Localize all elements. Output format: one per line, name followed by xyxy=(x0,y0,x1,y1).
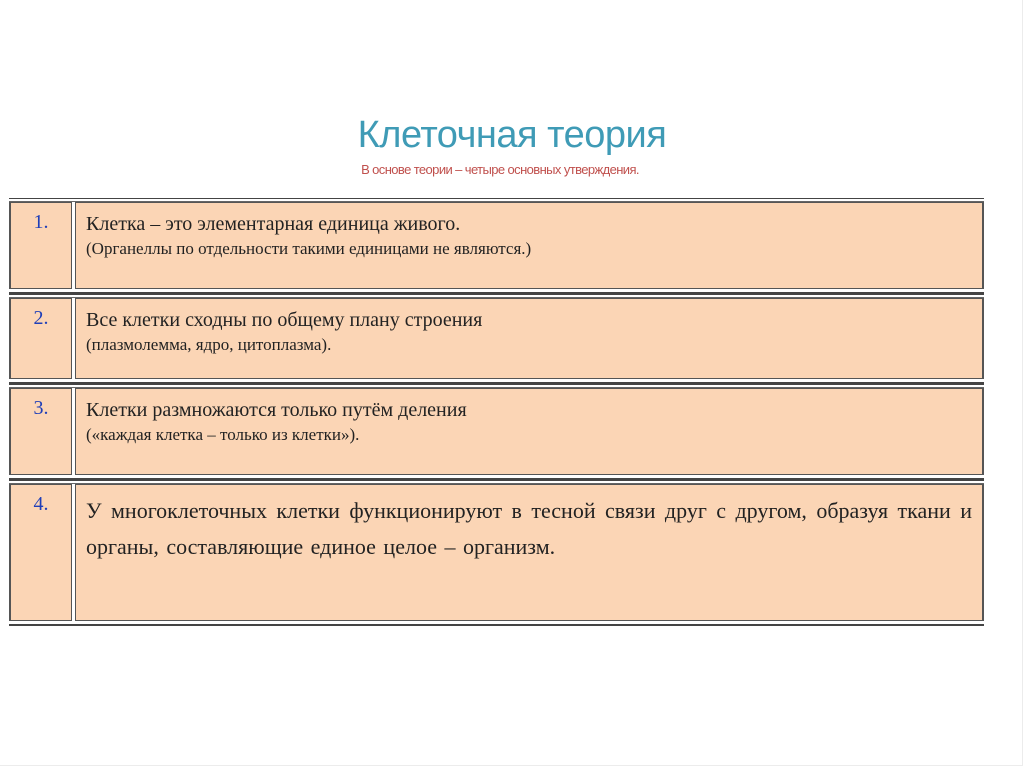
statement-row-4 xyxy=(9,480,984,626)
statement-text-cell xyxy=(75,298,984,379)
statement-number: 2. xyxy=(9,298,72,379)
statement-main-text: У многоклеточных клетки функционируют в тесной связи друг с другом, образуя ткани и органы, составляющие единое целое – организм. xyxy=(86,498,972,559)
slide-title: Клеточная теория xyxy=(357,114,667,156)
statements-table xyxy=(9,198,984,626)
statement-number: 1. xyxy=(9,202,72,289)
slide-subtitle: В основе теории – четыре основных утверждения. xyxy=(361,162,639,177)
statement-detail-text: («каждая клетка – только из клетки»). xyxy=(86,425,360,444)
statement-row-3 xyxy=(9,384,984,480)
statement-main-text: Все клетки сходны по общему плану строения xyxy=(86,309,483,331)
statement-main-text: Клетки размножаются только путём деления xyxy=(86,399,467,421)
statement-number: 3. xyxy=(9,388,72,475)
statement-text-cell xyxy=(75,484,984,621)
statement-row-1 xyxy=(9,198,984,294)
statement-number: 4. xyxy=(9,484,72,621)
statement-detail-text: (плазмолемма, ядро, цитоплазма). xyxy=(86,335,332,354)
statement-text-cell xyxy=(75,388,984,475)
statement-text-cell xyxy=(75,202,984,289)
statement-row-2 xyxy=(9,294,984,384)
statement-main-text: Клетка – это элементарная единица живого. xyxy=(86,213,461,235)
statement-detail-text: (Органеллы по отдельности такими единицами не являются.) xyxy=(86,239,532,258)
